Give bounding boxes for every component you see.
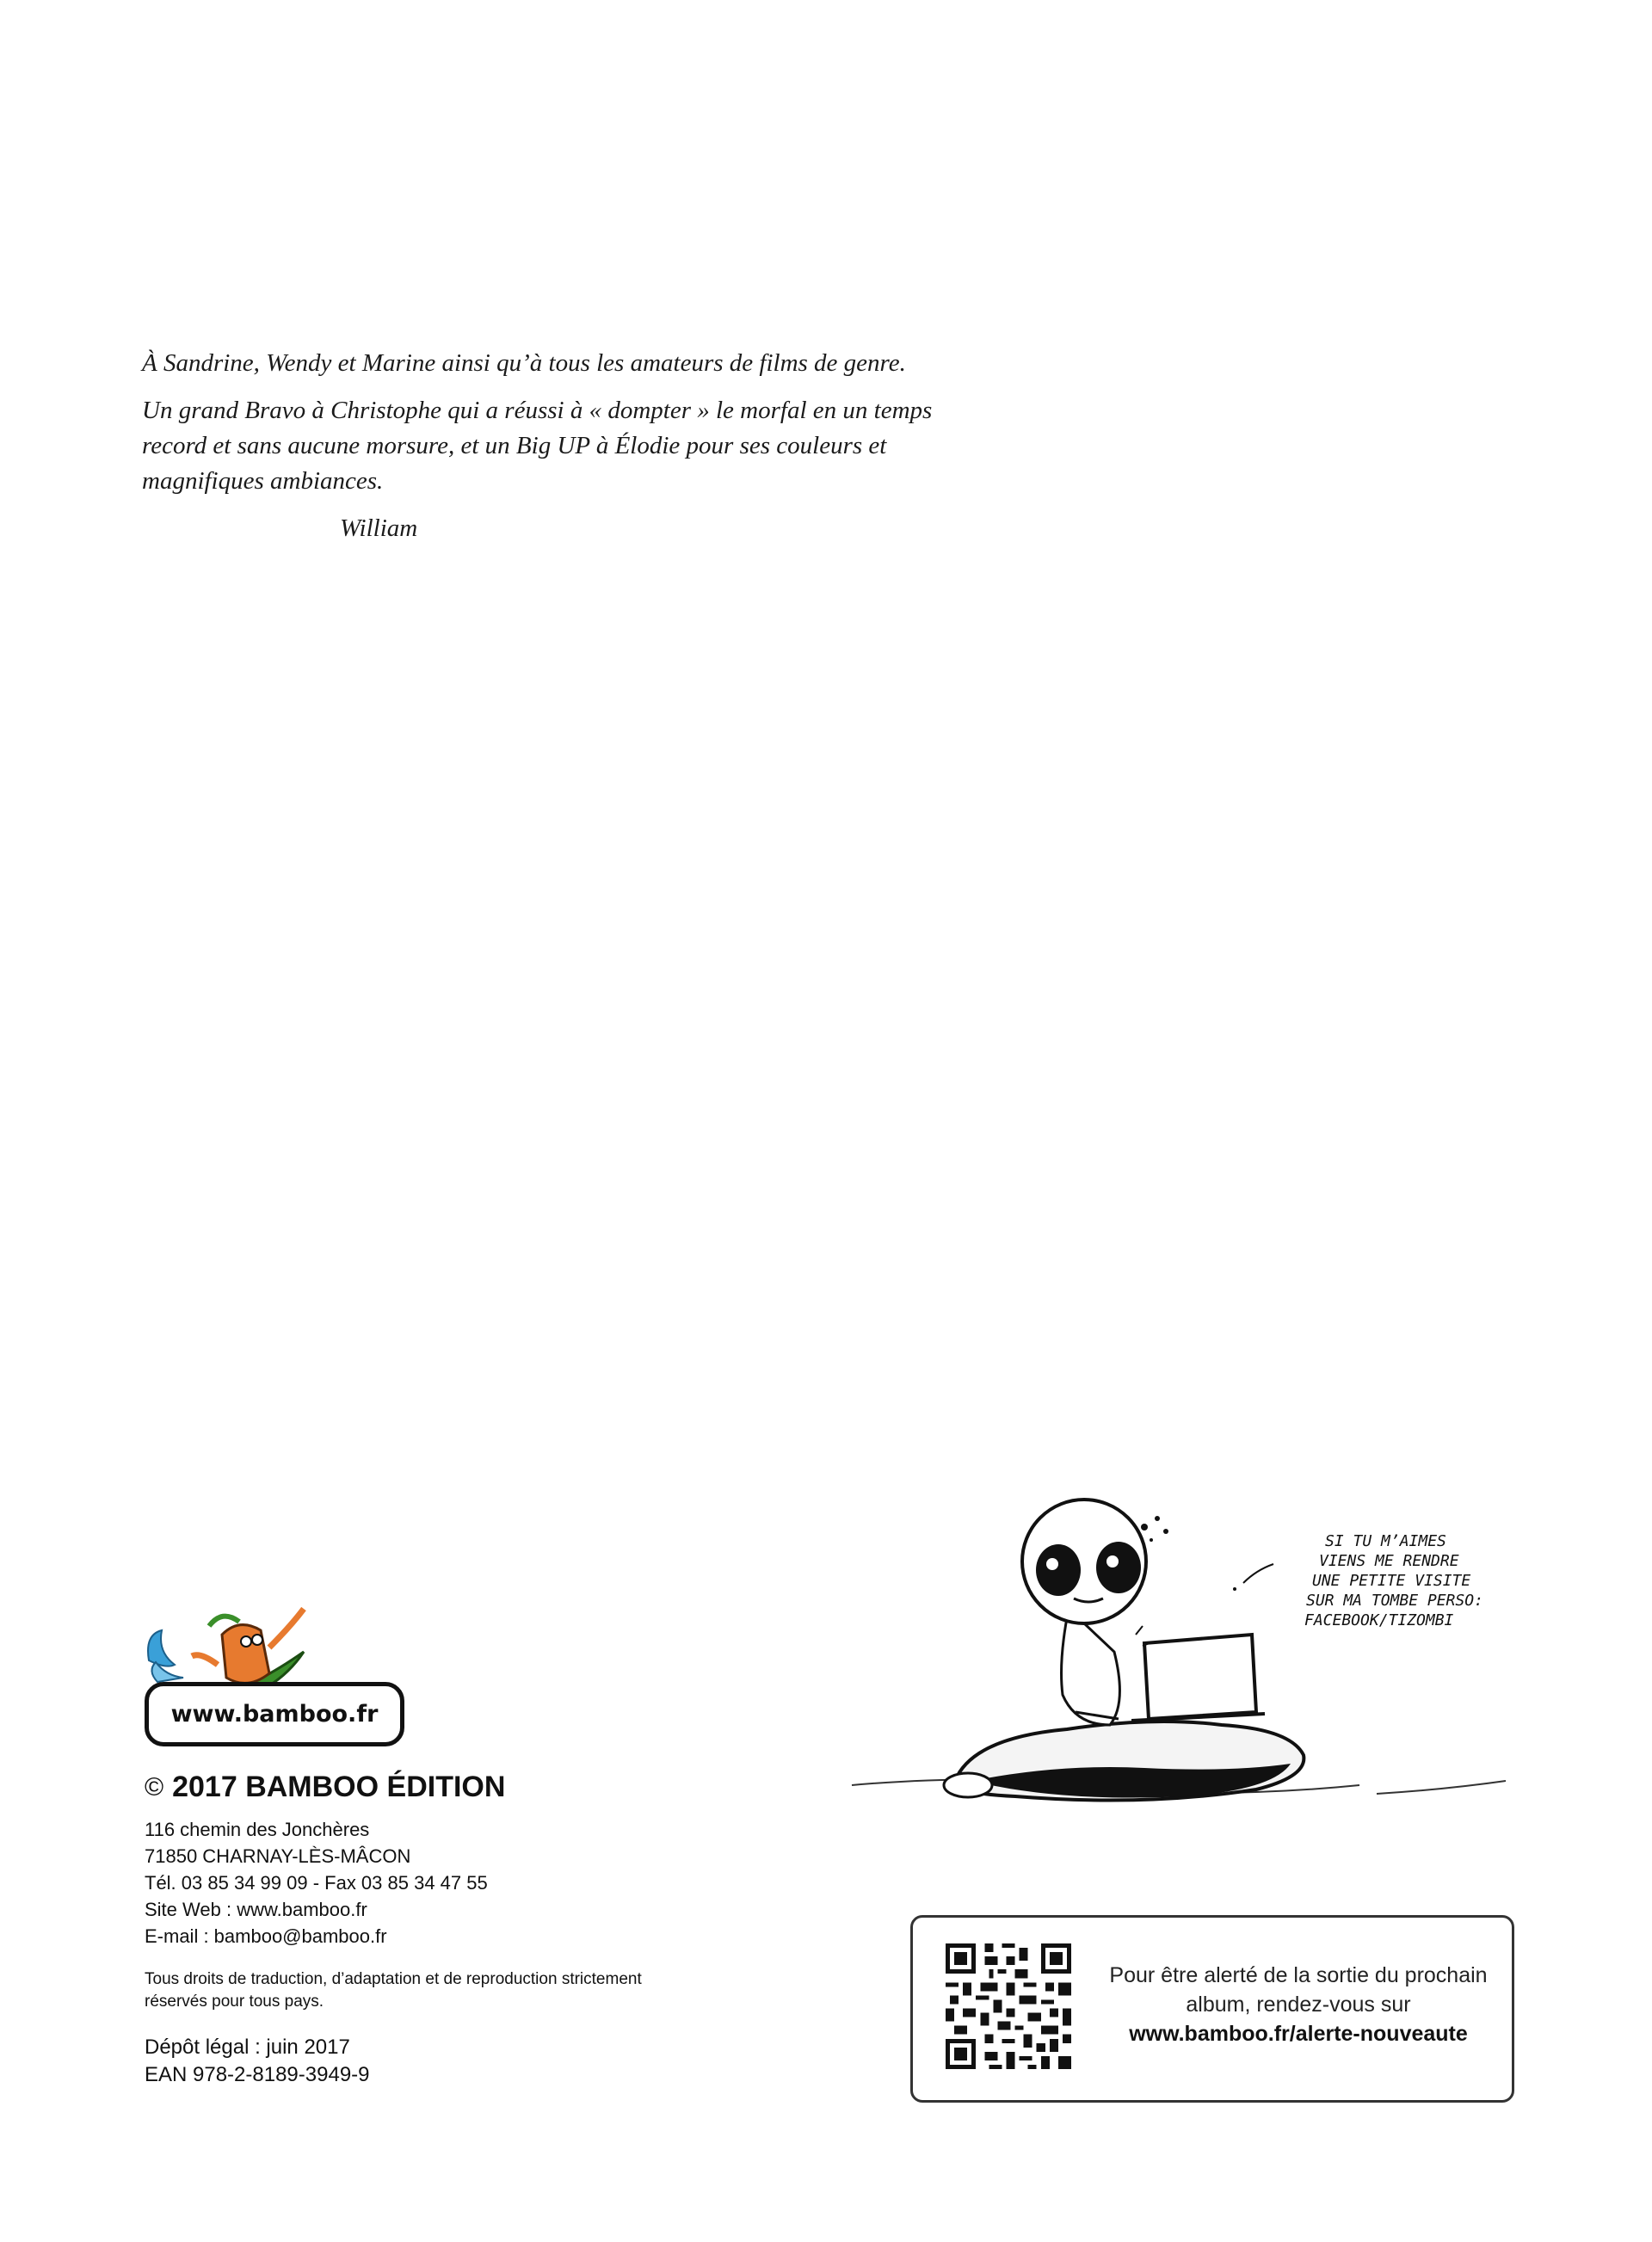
address-line: 116 chemin des Jonchères — [145, 1819, 370, 1840]
skeleton-laptop-illustration — [843, 1480, 1514, 1841]
rights-notice: Tous droits de traduction, d’adaptation et de reproduction strictement réservés pour tous pays. — [145, 1970, 642, 2011]
website-line: Site Web : www.bamboo.fr — [145, 1899, 367, 1920]
bamboo-url-badge[interactable]: www.bamboo.fr — [145, 1682, 404, 1746]
phone-fax-line: Tél. 03 85 34 99 09 - Fax 03 85 34 47 55 — [145, 1872, 488, 1894]
speech-line: SI TU M’AIMES — [1325, 1532, 1446, 1550]
publisher-info — [145, 1771, 747, 2089]
legal-deposit: Dépôt légal : juin 2017 — [145, 2036, 350, 2059]
alert-message — [1102, 1961, 1495, 2048]
speech-line: UNE PETITE VISITE — [1312, 1572, 1471, 1590]
ean-code: EAN 978-2-8189-3949-9 — [145, 2063, 370, 2086]
dedication — [142, 346, 1002, 546]
qr-code-icon[interactable] — [946, 1943, 1071, 2069]
speech-line: SUR MA TOMBE PERSO: — [1306, 1592, 1483, 1610]
email-line: E-mail : bamboo@bamboo.fr — [145, 1925, 387, 1947]
dedication-signature: William — [340, 514, 418, 542]
dedication-line-2: Un grand Bravo à Christophe qui a réussi à « dompter » le morfal en un temps record et sans aucune morsure, et un Big UP à Élodie pour ses couleurs et magnifiques ambiances. — [142, 397, 933, 495]
dedication-line-1: À Sandrine, Wendy et Marine ainsi qu’à tous les amateurs de films de genre. — [142, 349, 906, 377]
publisher-title — [145, 1771, 747, 1804]
publisher-name: 2017 BAMBOO ÉDITION — [172, 1771, 506, 1803]
new-release-alert-box — [910, 1915, 1514, 2103]
alert-url-link[interactable]: www.bamboo.fr/alerte-nouveaute — [1129, 2022, 1468, 2046]
speech-line: VIENS ME RENDRE — [1319, 1552, 1459, 1570]
alert-text: Pour être alerté de la sortie du prochain album, rendez-vous sur — [1109, 1963, 1488, 2017]
copyright-symbol: © — [145, 1772, 164, 1802]
address-line: 71850 CHARNAY-LÈS-MÂCON — [145, 1845, 411, 1867]
speech-line: FACEBOOK/TIZOMBI — [1304, 1611, 1454, 1629]
